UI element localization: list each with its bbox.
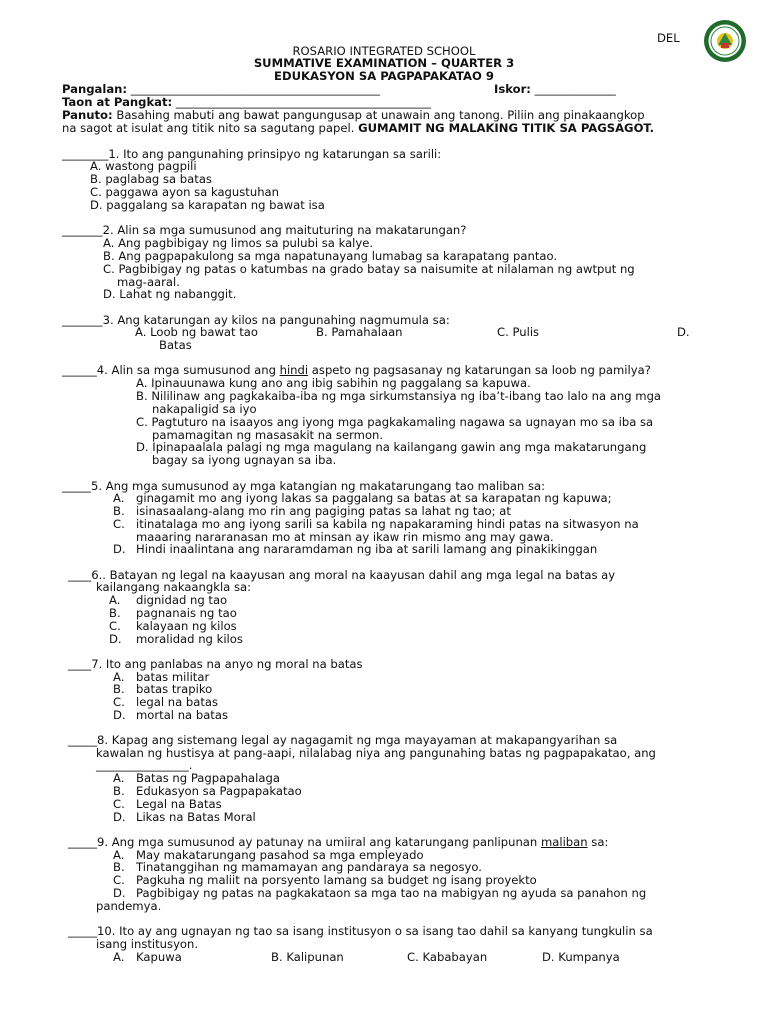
score-row <box>494 83 616 96</box>
choice-7c-letter: C. <box>113 695 125 709</box>
choice-6d-letter: D. <box>109 632 122 646</box>
choice-9b: Tinatanggihan ng mamamayan ang pandaraya sa negosyo. <box>136 860 482 874</box>
choice-2c: C. Pagbibigay ng patas o katumbas na grado batay sa naisumite at nilalaman ng awtput ng <box>103 262 635 276</box>
school-name: ROSARIO INTEGRATED SCHOOL <box>292 44 476 58</box>
choice-5c-letter: C. <box>113 517 125 531</box>
choice-5a-letter: A. <box>113 491 125 505</box>
choice-8d-letter: D. <box>113 810 126 824</box>
choice-4c: C. Pagtuturo na isaayos ang iyong mga pagkakamaling nagawa sa ugnayan mo sa iba sa <box>136 415 654 429</box>
question-9: _____9. Ang mga sumusunod ay patunay na umiiral ang katarungang panlipunan maliban sa: <box>68 835 609 849</box>
question-8-cont: kawalan ng hustisya at pang-aapi, nilalabag niya ang pangunahing batas ng pagpapakatao, ang <box>96 746 656 760</box>
answer-blank[interactable]: _____ <box>68 835 97 849</box>
question-stem: 10. Ito ay ang ugnayan ng tao sa isang institusyon o sa isang tao dahil sa kanyang tungkulin sa <box>96 924 653 938</box>
choice-1a: A. wastong pagpili <box>90 159 197 173</box>
choice-4b: B. Nililinaw ang pagkakaiba-iba ng mga sirkumstansiya ng iba’t-ibang tao lalo na ang mga <box>136 389 662 403</box>
choice-3d: D. <box>677 325 690 339</box>
choice-5c-cont: maaaring nararanasan mo at minsan ay ikaw rin mismo ang may gawa. <box>136 530 554 544</box>
answer-blank[interactable]: ________ <box>62 147 109 161</box>
choice-4b-cont: nakapaligid sa iyo <box>152 402 257 416</box>
choice-8a: Batas ng Pagpapahalaga <box>136 771 280 785</box>
answer-blank[interactable]: ______ <box>62 363 97 377</box>
choice-7b: batas trapiko <box>136 682 213 696</box>
choice-6d: moralidad ng kilos <box>136 632 243 646</box>
question-10 <box>68 925 653 938</box>
choice-1d: D. paggalang sa karapatan ng bawat isa <box>90 198 325 212</box>
choice-4a: A. Ipinauunawa kung ano ang ibig sabihin ng paggalang sa kapuwa. <box>136 376 531 390</box>
choice-3a: A. Loob ng bawat tao <box>135 325 259 339</box>
choice-4d-cont: bagay sa iyong ugnayan sa iba. <box>152 453 337 467</box>
choice-9d: Pagbibigay ng patas na pagkakataon sa mga tao na mabigyan ng ayuda sa panahon ng <box>136 886 647 900</box>
answer-blank[interactable]: _______ <box>62 223 103 237</box>
score-label: Iskor: <box>494 82 531 96</box>
name-row <box>62 83 380 96</box>
section-row <box>62 96 431 109</box>
choice-8c-letter: C. <box>113 797 125 811</box>
question-6-cont: kailangang nakaangkla sa: <box>96 580 252 594</box>
choice-7a-letter: A. <box>113 670 125 684</box>
answer-blank[interactable]: ____ <box>68 568 92 582</box>
subject-title: EDUKASYON SA PAGPAPAKATAO 9 <box>274 69 494 83</box>
question-stem: 1. Ito ang pangunahing prinsipyo ng katarungan sa sarili: <box>108 147 442 161</box>
choice-5d-letter: D. <box>113 542 126 556</box>
choice-1c: C. paggawa ayon sa kagustuhan <box>90 185 280 199</box>
choice-4d: D. Ipinapaalala palagi ng mga magulang na kailangang gawin ang mga makatarungang <box>136 440 647 454</box>
instructions-line-2: na sagot at isulat ang titik nito sa sagutang papel. GUMAMIT NG MALAKING TITIK SA PAGSAGOT. <box>62 121 654 135</box>
question-stem: 5. Ang mga sumusunod ay mga katangian ng makatarungang tao maliban sa: <box>90 479 546 493</box>
choice-6a: dignidad ng tao <box>136 593 228 607</box>
question-2 <box>62 224 466 237</box>
question-8 <box>68 734 617 747</box>
choice-5b-letter: B. <box>113 504 125 518</box>
choice-10a: Kapuwa <box>136 950 182 964</box>
choice-5b: isinasaalang-alang mo rin ang pagiging patas sa lahat ng tao; at <box>136 504 511 518</box>
choice-2c-cont: mag-aaral. <box>117 275 180 289</box>
question-stem: 8. Kapag ang sistemang legal ay nagagamit ng mga mayayaman at makapangyarihan sa <box>96 733 618 747</box>
question-4: ______4. Alin sa mga sumusunod ang hindi aspeto ng pagsasanay ng katarungan sa loob ng pamilya? <box>62 363 651 377</box>
choice-8b: Edukasyon sa Pagpapakatao <box>136 784 302 798</box>
choice-2d: D. Lahat ng nabanggit. <box>103 287 237 301</box>
choice-6b: pagnanais ng tao <box>136 606 237 620</box>
choice-7c: legal na batas <box>136 695 219 709</box>
instructions-label: Panuto: <box>62 108 113 122</box>
question-8-blank: ________________. <box>96 758 193 772</box>
question-stem: 6.. Batayan ng legal na kaayusan ang moral na kaayusan dahil ang mga legal na batas ay <box>91 568 616 582</box>
choice-1b: B. paglabag sa batas <box>90 172 212 186</box>
choice-9d-cont: pandemya. <box>96 899 162 913</box>
choice-2b: B. Ang pagpapakulong sa mga napatunayang lumabag sa karapatang pantao. <box>103 249 558 263</box>
answer-blank[interactable]: ____ <box>68 657 92 671</box>
question-stem: 7. Ito ang panlabas na anyo ng moral na batas <box>91 657 363 671</box>
choice-10d: D. Kumpanya <box>542 950 620 964</box>
instructions-line-1: Panuto: Basahing mabuti ang bawat pangungusap at unawain ang tanong. Piliin ang pinakaangkop <box>62 108 645 122</box>
emphasis-maliban: maliban <box>540 835 588 849</box>
choice-4c-cont: pamamagitan ng masasakit na sermon. <box>152 428 384 442</box>
choice-7b-letter: B. <box>113 682 125 696</box>
name-label: Pangalan: <box>62 82 128 96</box>
choice-6c-letter: C. <box>109 619 121 633</box>
choice-7a: batas militar <box>136 670 210 684</box>
choice-9d-letter: D. <box>113 886 126 900</box>
corner-code: DEL <box>657 31 680 45</box>
choice-10b: B. Kalipunan <box>271 950 344 964</box>
choice-9a-letter: A. <box>113 848 125 862</box>
choice-8a-letter: A. <box>113 771 125 785</box>
choice-6c: kalayaan ng kilos <box>136 619 237 633</box>
choice-3b: B. Pamahalaan <box>316 325 403 339</box>
choice-10c: C. Kababayan <box>407 950 488 964</box>
exam-title: SUMMATIVE EXAMINATION – QUARTER 3 <box>253 56 515 70</box>
choice-6a-letter: A. <box>109 593 121 607</box>
question-7 <box>68 658 363 671</box>
choice-9c-letter: C. <box>113 873 125 887</box>
choice-8d: Likas na Batas Moral <box>136 810 256 824</box>
choice-5d: Hindi inaalintana ang nararamdaman ng iba at sarili lamang ang pinakikinggan <box>136 542 598 556</box>
section-label: Taon at Pangkat: <box>62 95 173 109</box>
emphasis-hindi: hindi <box>279 363 309 377</box>
choice-2a: A. Ang pagbibigay ng limos sa pulubi sa kalye. <box>103 236 374 250</box>
choice-8c: Legal na Batas <box>136 797 222 811</box>
answer-blank[interactable]: _____ <box>68 924 97 938</box>
name-blank[interactable]: ___________________________________________ <box>130 82 381 96</box>
answer-blank[interactable]: _______ <box>62 313 103 327</box>
choice-8b-letter: B. <box>113 784 125 798</box>
choice-9c: Pagkuha ng maliit na porsyento lamang sa budget ng isang proyekto <box>136 873 537 887</box>
question-stem: 3. Ang katarungan ay kilos na pangunahing nagmumula sa: <box>102 313 450 327</box>
choice-5c: itinatalaga mo ang iyong sarili sa kabila ng napakaraming hindi patas na sitwasyon na <box>136 517 639 531</box>
choice-10a-letter: A. <box>113 950 125 964</box>
choice-7d-letter: D. <box>113 708 126 722</box>
answer-blank[interactable]: _____ <box>62 479 91 493</box>
choice-9a: May makatarungang pasahod sa mga empleyado <box>136 848 424 862</box>
section-blank[interactable]: ____________________________________________ <box>175 95 431 109</box>
choice-5a: ginagamit mo ang iyong lakas sa paggalang sa batas at sa karapatan ng kapuwa; <box>136 491 612 505</box>
choice-9b-letter: B. <box>113 860 125 874</box>
choice-7d: mortal na batas <box>136 708 229 722</box>
choice-3c: C. Pulis <box>497 325 540 339</box>
choice-6b-letter: B. <box>109 606 121 620</box>
answer-blank[interactable]: _____ <box>68 733 97 747</box>
choice-3d-text: Batas <box>159 338 192 352</box>
question-stem: 2. Alin sa mga sumusunod ang maituturing na makatarungan? <box>102 223 467 237</box>
question-10-cont: isang institusyon. <box>96 937 199 951</box>
score-blank[interactable]: ______________ <box>534 82 616 96</box>
